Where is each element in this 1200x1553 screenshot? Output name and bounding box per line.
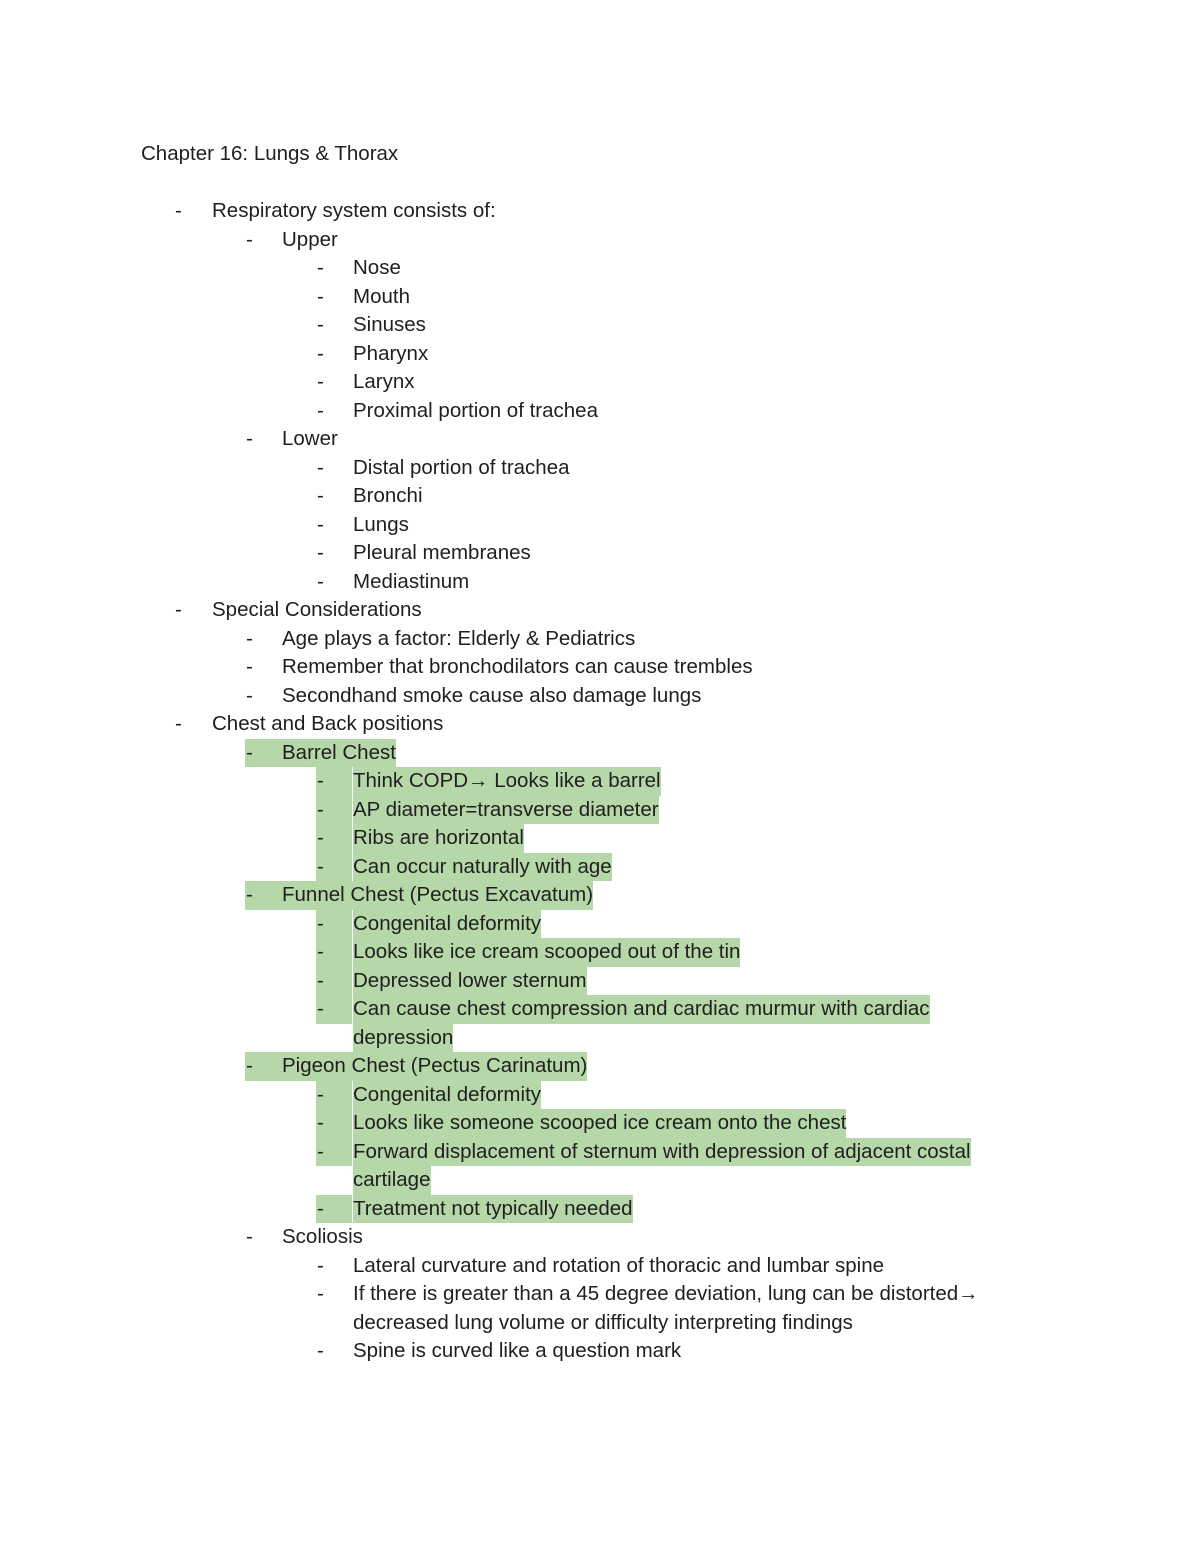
bullet-dash: - <box>175 712 182 735</box>
list-item-text: Think COPD→ Looks like a barrel <box>353 767 661 796</box>
list-item <box>0 311 1200 340</box>
list-item-text: Scoliosis <box>282 1225 363 1248</box>
bullet-dash: - <box>316 1109 352 1138</box>
highlighted-list-item <box>0 1109 1200 1138</box>
bullet-dash: - <box>316 1138 352 1167</box>
highlighted-list-item <box>0 1081 1200 1110</box>
list-item-text: Looks like ice cream scooped out of the tin <box>353 938 740 967</box>
bullet-dash: - <box>317 284 324 308</box>
list-item-text: Mouth <box>353 284 410 308</box>
list-item-text: Looks like someone scooped ice cream onto the chest <box>353 1109 846 1138</box>
bullet-dash: - <box>246 683 253 707</box>
list-item-text: Pharynx <box>353 341 429 365</box>
bullet-dash: - <box>316 824 352 853</box>
bullet-dash: - <box>317 484 324 507</box>
list-item-text: Pigeon Chest (Pectus Carinatum) <box>282 1052 587 1081</box>
list-item-text: AP diameter=transverse diameter <box>353 796 659 825</box>
list-item-text: Lower <box>282 427 338 450</box>
list-item-text: Congenital deformity <box>353 1081 541 1110</box>
list-item-text: Bronchi <box>353 484 423 507</box>
bullet-dash: - <box>316 1195 352 1224</box>
highlighted-list-item <box>0 853 1200 882</box>
outline-list <box>0 197 1200 1366</box>
list-item-text: Treatment not typically needed <box>353 1195 633 1224</box>
list-item <box>0 425 1200 454</box>
bullet-dash: - <box>316 853 352 882</box>
list-item-text: If there is greater than a 45 degree deviation, lung can be distorted→ <box>353 1282 979 1305</box>
list-item-text: Funnel Chest (Pectus Excavatum) <box>282 881 593 910</box>
list-item-text: cartilage <box>353 1166 431 1195</box>
list-item-text: Chest and Back positions <box>212 712 444 735</box>
bullet-dash: - <box>317 398 324 422</box>
list-item <box>0 226 1200 255</box>
list-item <box>0 283 1200 312</box>
bullet-dash: - <box>316 910 352 939</box>
bullet-dash: - <box>317 256 324 279</box>
highlighted-list-item <box>0 824 1200 853</box>
list-item-text: Nose <box>353 256 401 279</box>
list-item-text: decreased lung volume or difficulty interpreting findings <box>353 1310 853 1334</box>
highlighted-list-item <box>0 967 1200 996</box>
bullet-dash: - <box>317 541 324 564</box>
bullet-dash: - <box>316 796 352 825</box>
list-item-continuation <box>0 1309 1200 1338</box>
list-item-text: Spine is curved like a question mark <box>353 1339 682 1362</box>
list-item-text: Secondhand smoke cause also damage lungs <box>282 683 702 707</box>
bullet-dash: - <box>317 1339 324 1362</box>
list-item-text: Larynx <box>353 370 415 393</box>
highlighted-list-item <box>0 881 1200 910</box>
bullet-dash: - <box>316 938 352 967</box>
list-item <box>0 482 1200 511</box>
list-item <box>0 539 1200 568</box>
list-item-text: Special Considerations <box>212 598 422 621</box>
list-item-text: Respiratory system consists of: <box>212 199 496 222</box>
list-item <box>0 568 1200 597</box>
highlighted-list-item <box>0 995 1200 1024</box>
bullet-dash: - <box>317 313 324 336</box>
list-item-text: Remember that bronchodilators can cause trembles <box>282 655 753 678</box>
bullet-dash: - <box>245 1052 283 1081</box>
list-item <box>0 397 1200 426</box>
list-item <box>0 1252 1200 1281</box>
bullet-dash: - <box>317 1282 324 1305</box>
list-item <box>0 1280 1200 1309</box>
list-item <box>0 1337 1200 1366</box>
highlighted-list-item-continuation <box>0 1166 1200 1195</box>
list-item-text: Mediastinum <box>353 569 470 593</box>
highlighted-list-item <box>0 739 1200 768</box>
list-item-text: Distal portion of trachea <box>353 455 570 479</box>
list-item-text: Depressed lower sternum <box>353 967 587 996</box>
bullet-dash: - <box>316 967 352 996</box>
list-item-text: Upper <box>282 227 338 251</box>
bullet-dash: - <box>246 427 253 450</box>
bullet-dash: - <box>246 655 253 678</box>
highlighted-list-item-continuation <box>0 1024 1200 1053</box>
bullet-dash: - <box>316 1081 352 1110</box>
list-item-text: Proximal portion of trachea <box>353 398 598 422</box>
list-item-text: Age plays a factor: Elderly & Pediatrics <box>282 626 636 650</box>
highlighted-list-item <box>0 767 1200 796</box>
bullet-dash: - <box>317 1253 324 1277</box>
list-item-text: Forward displacement of sternum with depression of adjacent costal <box>353 1138 971 1167</box>
bullet-dash: - <box>175 199 182 222</box>
list-item <box>0 340 1200 369</box>
list-item-text: Congenital deformity <box>353 910 541 939</box>
bullet-dash: - <box>175 598 182 621</box>
list-item-text: Lungs <box>353 512 409 536</box>
bullet-dash: - <box>245 739 283 768</box>
highlighted-list-item <box>0 1138 1200 1167</box>
bullet-dash: - <box>246 227 253 251</box>
list-item <box>0 710 1200 739</box>
highlighted-list-item <box>0 1195 1200 1224</box>
list-item-text: Sinuses <box>353 313 426 336</box>
list-item <box>0 254 1200 283</box>
bullet-dash: - <box>316 995 352 1024</box>
list-item-text: depression <box>353 1024 453 1053</box>
bullet-dash: - <box>316 767 352 796</box>
highlighted-list-item <box>0 1052 1200 1081</box>
page-title: Chapter 16: Lungs & Thorax <box>141 142 399 165</box>
list-item <box>0 625 1200 654</box>
list-item-text: Can occur naturally with age <box>353 853 612 882</box>
list-item-text: Pleural membranes <box>353 541 531 564</box>
bullet-dash: - <box>317 370 324 393</box>
list-item <box>0 454 1200 483</box>
list-item <box>0 368 1200 397</box>
list-item <box>0 596 1200 625</box>
bullet-dash: - <box>317 569 324 593</box>
list-item <box>0 682 1200 711</box>
bullet-dash: - <box>317 512 324 536</box>
list-item <box>0 197 1200 226</box>
highlighted-list-item <box>0 910 1200 939</box>
list-item-text: Barrel Chest <box>282 739 396 768</box>
list-item <box>0 653 1200 682</box>
bullet-dash: - <box>317 341 324 365</box>
list-item-text: Can cause chest compression and cardiac murmur with cardiac <box>353 995 930 1024</box>
bullet-dash: - <box>246 626 253 650</box>
highlighted-list-item <box>0 938 1200 967</box>
list-item-text: Ribs are horizontal <box>353 824 524 853</box>
highlighted-list-item <box>0 796 1200 825</box>
bullet-dash: - <box>317 455 324 479</box>
bullet-dash: - <box>245 881 283 910</box>
list-item <box>0 511 1200 540</box>
list-item <box>0 1223 1200 1252</box>
list-item-text: Lateral curvature and rotation of thoracic and lumbar spine <box>353 1253 885 1277</box>
bullet-dash: - <box>246 1225 253 1248</box>
